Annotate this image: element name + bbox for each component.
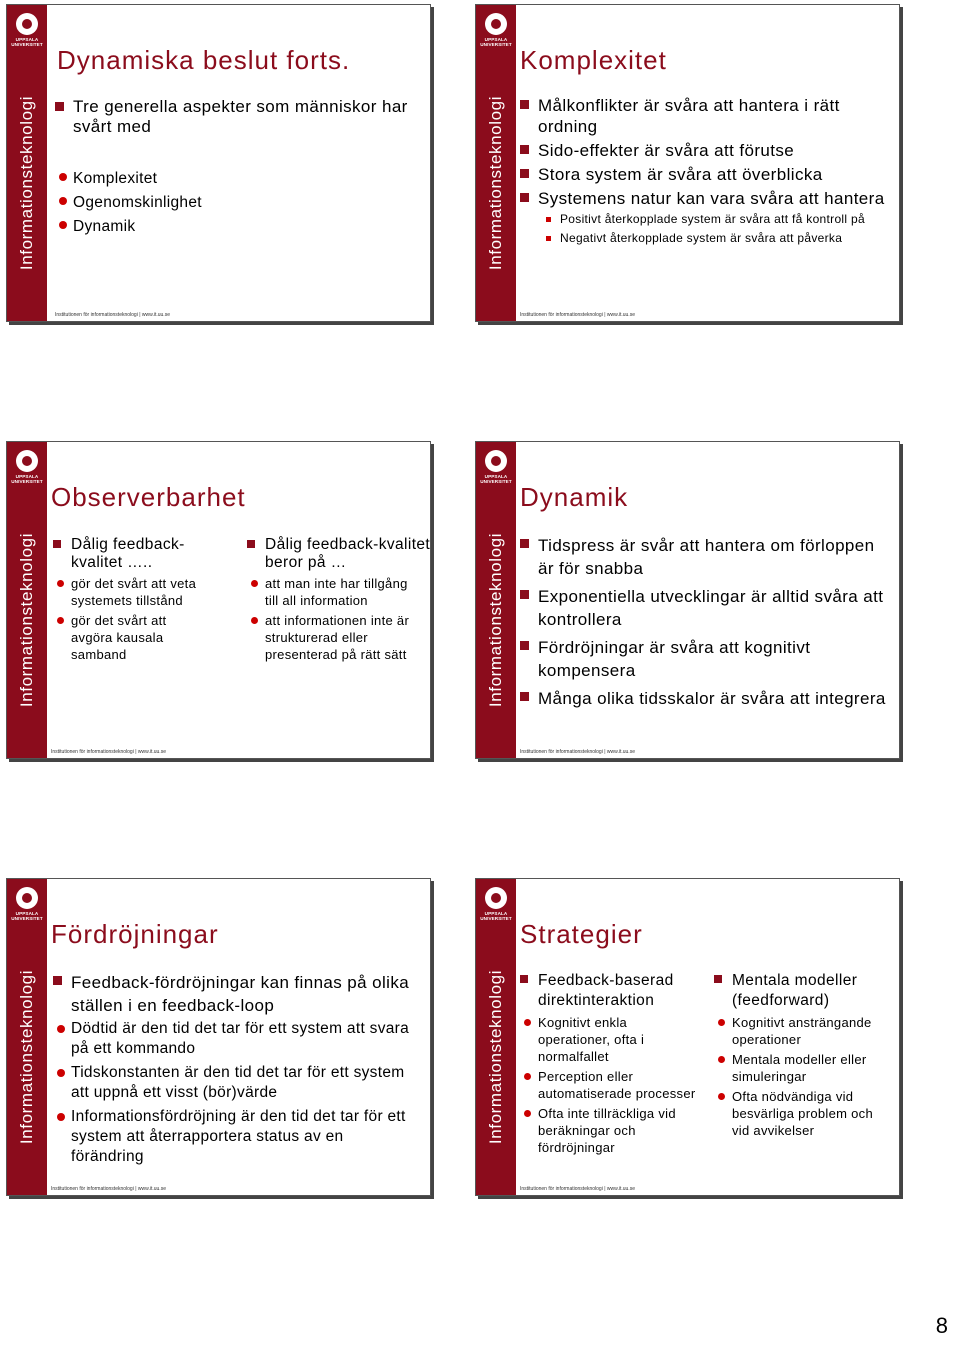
page-number: 8 — [935, 1313, 948, 1338]
slide-sidebar — [7, 5, 47, 321]
slide-fordrojningar — [6, 878, 431, 1196]
bullet: Exponentiella utvecklingar är alltid svåra att kontrollera — [520, 585, 889, 631]
university-seal-icon — [16, 450, 38, 472]
sub-bullet: Negativt återkopplade system är svåra att påverka — [546, 231, 889, 246]
slide-dynamiska-beslut — [6, 4, 431, 322]
sub-bullet: Perception eller automatiserade processer — [520, 1068, 698, 1102]
slide-footer: Institutionen för informationsteknologi | www.it.uu.se — [51, 749, 166, 755]
bullet: Feedback-fördröjningar kan finnas på olika ställen i en feedback-loop — [53, 971, 420, 1017]
sidebar-label: Informationsteknologi — [486, 969, 506, 1145]
slide-title: Komplexitet — [520, 45, 667, 75]
column-bullet: Mentala modeller (feedforward) — [714, 971, 897, 1011]
sub-bullet: att informationen inte är strukturerad eller presenterad på rätt sätt — [247, 612, 415, 663]
sub-bullet: Mentala modeller eller simuleringar — [714, 1051, 882, 1085]
sidebar-label: Informationsteknologi — [17, 532, 37, 708]
slide-sidebar — [476, 5, 516, 321]
sub-bullet: Ofta nödvändiga vid besvärliga problem och vid avvikelser — [714, 1088, 882, 1139]
slide-sidebar — [476, 879, 516, 1195]
sub-bullet: Ogenomskinlighet — [55, 191, 420, 215]
column-bullet: Dålig feedback-kvalitet beror på … — [247, 536, 431, 572]
slide-title: Fördröjningar — [51, 919, 219, 949]
sub-bullet: Kognitivt ansträngande operationer — [714, 1014, 882, 1048]
bullet: Många olika tidsskalor är svåra att integrera — [520, 687, 889, 710]
slide-footer: Institutionen för informationsteknologi | www.it.uu.se — [520, 312, 635, 318]
column-bullet: Dålig feedback-kvalitet ….. — [53, 536, 211, 572]
bullet: Tidspress är svår att hantera om förloppen är för snabba — [520, 534, 889, 580]
university-seal-icon — [16, 13, 38, 35]
sidebar-label: Informationsteknologi — [486, 95, 506, 271]
bullet: Målkonflikter är svåra att hantera i rätt ordning — [520, 95, 889, 137]
slide-title: Observerbarhet — [51, 482, 246, 512]
column-bullet: Feedback-baserad direktinteraktion — [520, 971, 708, 1011]
sub-bullet: Dödtid är den tid det tar för ett system att svara på ett kommando — [53, 1019, 420, 1059]
slide-footer: Institutionen för informationsteknologi | www.it.uu.se — [520, 1186, 635, 1192]
sub-bullet: Komplexitet — [55, 167, 420, 191]
university-seal-icon — [16, 887, 38, 909]
slide-footer: Institutionen för informationsteknologi | www.it.uu.se — [520, 749, 635, 755]
sub-bullet: Kognitivt enkla operationer, ofta i normalfallet — [520, 1014, 698, 1065]
uppsala-logo: UPPSALA UNIVERSITET — [480, 450, 512, 494]
slide-title: Dynamiska beslut forts. — [57, 45, 351, 75]
slide-strategier — [475, 878, 900, 1196]
sidebar-label: Informationsteknologi — [17, 969, 37, 1145]
slide-title: Dynamik — [520, 482, 629, 512]
university-seal-icon — [485, 450, 507, 472]
slide-title: Strategier — [520, 919, 643, 949]
bullet: Fördröjningar är svåra att kognitivt kompensera — [520, 636, 889, 682]
slide-footer: Institutionen för informationsteknologi | www.it.uu.se — [51, 1186, 166, 1192]
slide-sidebar — [7, 442, 47, 758]
sidebar-label: Informationsteknologi — [17, 95, 37, 271]
bullet: Tre generella aspekter som människor har svårt med — [55, 97, 420, 137]
slide-sidebar — [7, 879, 47, 1195]
slide-observerbarhet — [6, 441, 431, 759]
sub-bullet: Informationsfördröjning är den tid det tar för ett system att återrapportera status av en förändring — [53, 1107, 420, 1167]
uppsala-logo: UPPSALA UNIVERSITET — [11, 450, 43, 494]
university-seal-icon — [485, 13, 507, 35]
uppsala-logo: UPPSALA UNIVERSITET — [480, 13, 512, 57]
sub-bullet: gör det svårt att veta systemets tillstånd — [53, 575, 201, 609]
slide-footer: Institutionen för informationsteknologi | www.it.uu.se — [55, 312, 170, 318]
bullet: Systemens natur kan vara svåra att hantera — [520, 188, 889, 209]
sub-bullet: Tidskonstanten är den tid det tar för ett system att uppnå ett visst (bör)värde — [53, 1063, 420, 1103]
uppsala-logo: UPPSALA UNIVERSITET — [480, 887, 512, 931]
sub-bullet: Dynamik — [55, 215, 420, 239]
sub-bullet: Ofta inte tillräckliga vid beräkningar och fördröjningar — [520, 1105, 698, 1156]
slide-komplexitet — [475, 4, 900, 322]
uppsala-logo: UPPSALA UNIVERSITET — [11, 13, 43, 57]
bullet: Stora system är svåra att överblicka — [520, 164, 889, 185]
uppsala-logo: UPPSALA UNIVERSITET — [11, 887, 43, 931]
sidebar-label: Informationsteknologi — [486, 532, 506, 708]
sub-bullet: gör det svårt att avgöra kausala samband — [53, 612, 201, 663]
slide-dynamik — [475, 441, 900, 759]
bullet: Sido-effekter är svåra att förutse — [520, 140, 889, 161]
sub-bullet: att man inte har tillgång till all information — [247, 575, 415, 609]
slide-sidebar — [476, 442, 516, 758]
university-seal-icon — [485, 887, 507, 909]
sub-bullet: Positivt återkopplade system är svåra att få kontroll på — [546, 212, 889, 227]
